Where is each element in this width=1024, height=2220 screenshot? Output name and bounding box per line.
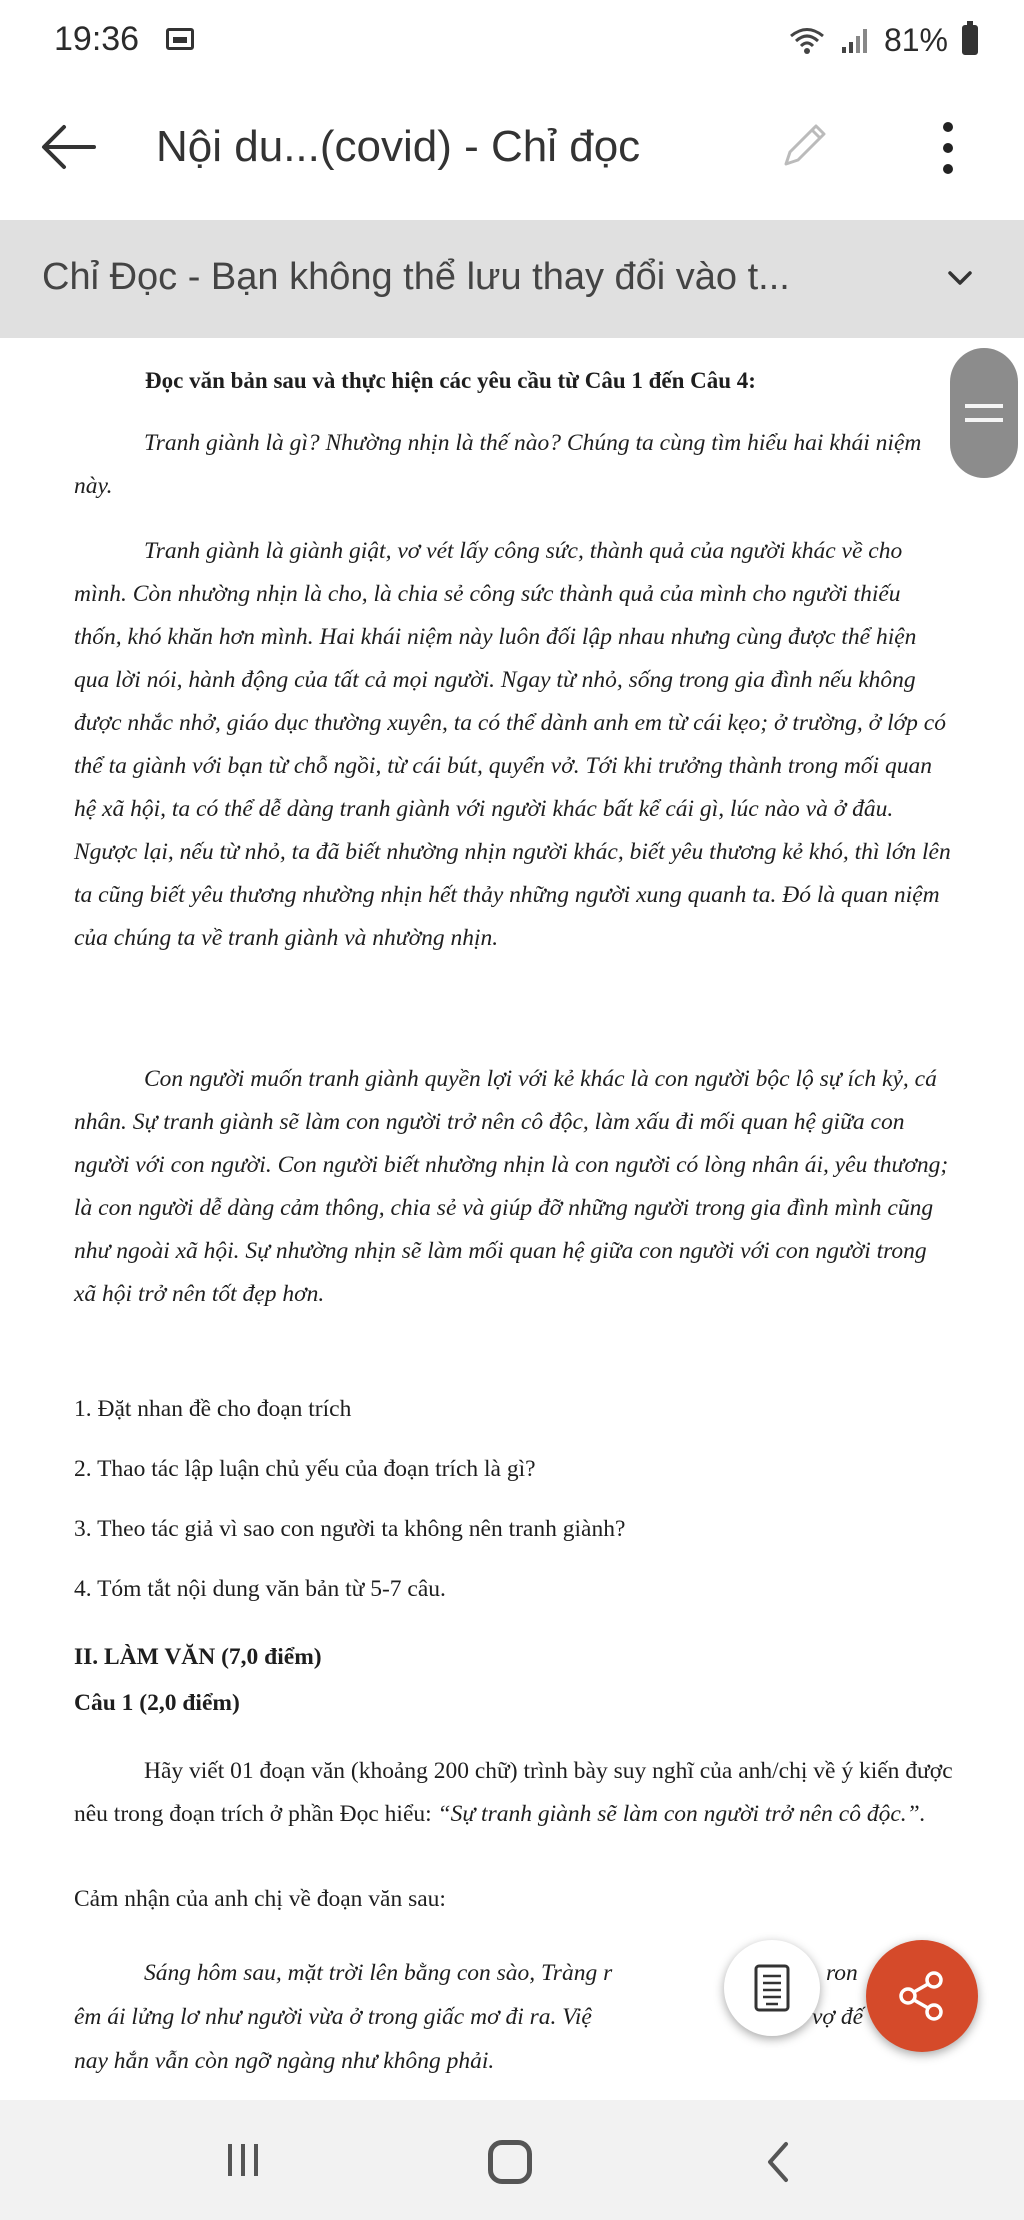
edit-button[interactable] <box>772 114 836 178</box>
back-icon[interactable] <box>762 2140 792 2184</box>
signal-icon <box>840 25 870 55</box>
chevron-down-icon[interactable] <box>938 256 982 300</box>
excerpt-line-1a: Sáng hôm sau, mặt trời lên bằng con sào, Tràng r <box>144 1960 613 1986</box>
excerpt-line-2b: vợ đế <box>812 2004 864 2030</box>
document-content[interactable] <box>0 338 1024 2100</box>
app-bar <box>0 80 1024 220</box>
back-arrow-icon <box>34 112 104 182</box>
question-2: 2. Thao tác lập luận chủ yếu của đoạn trích là gì? <box>74 1456 536 1482</box>
image-notification-icon <box>166 28 194 50</box>
cam-nhan-prompt: Cảm nhận của anh chị về đoạn văn sau: <box>74 1886 446 1912</box>
more-vert-icon <box>943 122 953 132</box>
status-right-group <box>788 20 978 60</box>
readonly-banner[interactable] <box>0 220 1024 338</box>
excerpt-line-2a: êm ái lửng lơ như người vừa ở trong giấc mơ đi ra. Việ <box>74 2004 592 2030</box>
question-4: 4. Tóm tắt nội dung văn bản từ 5-7 câu. <box>74 1576 446 1602</box>
battery-icon <box>962 25 978 55</box>
cau1-quote: “Sự tranh giành sẽ làm con người trở nên cô độc.”. <box>437 1801 926 1827</box>
share-button[interactable] <box>866 1940 978 2052</box>
reading-instruction-heading: Đọc văn bản sau và thực hiện các yêu cầu từ Câu 1 đến Câu 4: <box>145 368 756 393</box>
readonly-banner-text: Chỉ Đọc - Bạn không thể lưu thay đổi vào t... <box>42 256 790 298</box>
scroll-thumb[interactable] <box>950 348 1018 478</box>
excerpt-line-3: nay hắn vẫn còn ngỡ ngàng như không phải. <box>74 2048 495 2074</box>
intro-paragraph: Tranh giành là gì? Nhường nhịn là thế nào? Chúng ta cùng tìm hiểu hai khái niệm này. <box>74 430 922 499</box>
status-bar <box>0 0 1024 80</box>
recents-icon[interactable] <box>222 2140 264 2180</box>
reading-mode-button[interactable] <box>724 1940 820 2036</box>
document-title: Nội du...(covid) - Chỉ đọc <box>156 122 641 171</box>
excerpt-line-1b: ron <box>826 1960 858 1986</box>
reading-mode-icon <box>752 1963 792 2013</box>
battery-percent: 81% <box>883 21 948 58</box>
cau1-prompt: Hãy viết 01 đoạn văn (khoảng 200 chữ) trình bày suy nghĩ của anh/chị về ý kiến được nêu trong đoạn trích ở phần Đọc hiểu: “Sự tranh giành sẽ làm con người trở nên cô độc.”. <box>74 1758 953 1827</box>
paragraph-2: Con người muốn tranh giành quyền lợi với kẻ khác là con người bộc lộ sự ích kỷ, cá nhân. Sự tranh giành sẽ làm con người trở nên cô độc, làm xấu đi mối quan hệ giữa con người với con người. Con người biết nhường nhịn là con người có lòng nhân ái, yêu thương; là con người dễ dàng cảm thông, chia sẻ và giúp đỡ những người trong gia đình mình cũng như ngoài xã hội. Sự nhường nhịn sẽ làm mối quan hệ giữa con người với con người trong xã hội trở nên tốt đẹp hơn. <box>74 1066 949 1307</box>
back-button[interactable] <box>34 112 104 182</box>
system-nav-bar <box>0 2100 1024 2220</box>
share-icon <box>894 1968 950 2024</box>
status-time: 19:36 <box>54 20 140 58</box>
paragraph-1: Tranh giành là giành giật, vơ vét lấy công sức, thành quả của người khác về cho mình. Còn nhường nhịn là cho, là chia sẻ công sức thành quả của mình cho người thiếu thốn, khó khăn hơn mình. Hai khái niệm này luôn đối lập nhau nhưng cùng được thể hiện qua lời nói, hành động của tất cả mọi người. Ngay từ nhỏ, sống trong gia đình nếu không được nhắc nhở, giáo dục thường xuyên, ta có thể dành anh em từ cái kẹo; ở trường, ở lớp có thể ta giành với bạn từ chỗ ngồi, từ cái bút, quyển vở. Tới khi trưởng thành trong mối quan hệ xã hội, ta có thể dễ dàng tranh giành với người khác bất kể cái gì, lúc nào và ở đâu. Ngược lại, nếu từ nhỏ, ta đã biết nhường nhịn người khác, biết yêu thương kẻ khó, thì lớn lên ta cũng biết yêu thương nhường nhịn hết thảy những người xung quanh ta. Đó là quan niệm của chúng ta về tranh giành và nhường nhịn. <box>74 538 951 951</box>
question-1: 1. Đặt nhan đề cho đoạn trích <box>74 1396 352 1422</box>
more-options-button[interactable] <box>928 116 968 180</box>
cau1-title: Câu 1 (2,0 điểm) <box>74 1690 240 1716</box>
wifi-icon <box>788 25 826 55</box>
section-title: II. LÀM VĂN (7,0 điểm) <box>74 1644 322 1670</box>
pencil-icon <box>772 114 836 178</box>
home-icon[interactable] <box>488 2140 532 2184</box>
question-3: 3. Theo tác giả vì sao con người ta không nên tranh giành? <box>74 1516 626 1542</box>
